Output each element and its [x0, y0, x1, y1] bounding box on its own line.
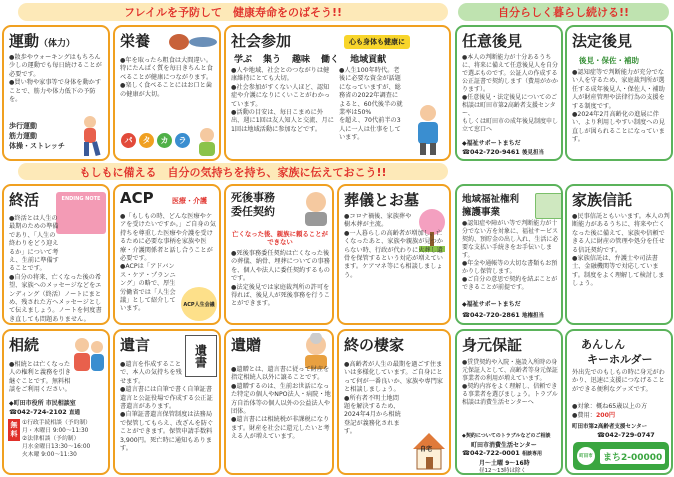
card-text: ●終活とは人生の最期のための準備であり、「人生の終わりをどう迎えるか」について考え、生前に準備することです。 ●自分の将来、亡くなった後の希望、家族へのメッセージなどをエンディング（終活）ノートにまとめ、残された方へメッセージとして伝えましょう。ノートを何度書き直しても問題ありません。 [9, 215, 102, 323]
card-text: ●賃貸契約や入院・施設入所時の身元保証人として、高齢者等身元保証事業者の利用が増えています。 ●契約内容をよく理解し、信頼できる事業者を選びましょう。トラブル相談は消費生活センターへ [462, 359, 558, 406]
card-text: ●散歩やウォーキングはもちろん少しの運動でも毎日続けることが必要です。 ●買い物や家事等で身体を動かすことで、筋力や体力低下の予防を。 [9, 54, 102, 104]
card-badge: 医療・介護 [172, 197, 207, 205]
center-hours-note: 昼12～13時は除く [479, 468, 526, 474]
card-text: ●コロナ禍後、家族葬や樹木葬が主流。 ●一人暮らしの高齢者が増加し、亡くなったあと、家族や親族が見つからない時、行政が代わりに火葬し遺骨を保管するという対応が増えています。ケアマネ等にも相談しましょう。 [344, 213, 443, 279]
card-text: ●認知症や障がい等で判断能力が十分でない方を対象に、福祉サービス契約、預貯金の出し入れ、生活に必要な支払い手続きをお手伝いします。 ●年金や通帳等の大切な書類もお預かりし保管します。 ●ご自分の意思で契約を結ぶことができることが前提です。 [462, 220, 559, 291]
card-text: ●民事信託ともいいます。本人の判断能力があるうちに、将来や亡くなった後に備えて、家族や信頼できる人に財産の管理や処分を任せる信託契約です。 ●家族信託は、弁護士や司法書士、金融機関等で対応しています。制度をよく理解して検討しましょう。 [572, 213, 670, 288]
card-title: 家族信託 [572, 191, 633, 209]
tag-ka: カ [157, 133, 172, 148]
card-text: 外出先でのもしもの時に身元がわかり、迅速に支援につなげることができる便利なグッズです。 [572, 369, 665, 393]
elderly-eating-icon [195, 127, 219, 157]
card-acp [113, 184, 221, 325]
top-right-banner: 自分らしく暮らし続ける!! [458, 3, 669, 21]
card-title: あんしん [581, 338, 625, 351]
phone-number: ☎042-724-2102 直通 [9, 408, 80, 416]
walking-person-icon [70, 115, 108, 159]
card-title: 任意後見 [462, 32, 523, 50]
phone-number: ☎042-720-9461 後見担当 [462, 148, 544, 156]
cost-line: ●費用：200円 [572, 412, 616, 419]
card-chiiki [455, 184, 563, 325]
card-title: 法定後見 [572, 32, 633, 50]
phone-number: ☎042-729-0747 [597, 431, 655, 439]
card-houtei [565, 25, 673, 161]
card-yuigon [113, 329, 221, 475]
support-label: ◆福祉サポートまちだ [462, 140, 521, 147]
ending-note-book: ENDING NOTE [56, 192, 106, 234]
card-title: 葬儀とお墓 [344, 191, 420, 209]
card-shibou [224, 184, 334, 325]
office-label: ◆町田市役所 市民相談室 [9, 400, 76, 407]
will-document-icon: 遺書 [185, 335, 217, 377]
card-title: 運動（体力） [9, 32, 76, 50]
card-souzoku [2, 329, 110, 475]
card-sougi [337, 184, 451, 325]
card-title: 地域福祉権利 [462, 194, 520, 205]
card-title: 終の棲家 [344, 336, 405, 354]
card-text: ●遺言を作成することで、本人の気持ちを残せます。 ●遺言書には自筆で書く自筆証書遺言と公証役場で作成する公正証書遺言があります。 ●自筆証書遺言保管制度は法務局で保管してもらえ、改ざんを防ぐことができます。保管申請手数料3,900円。死亡時に通知もあります。 [120, 361, 214, 453]
card-title: 身元保証 [462, 336, 523, 354]
tag-pa: パ [121, 133, 136, 148]
exercise-list: 歩行運動 筋力運動 体操・ストレッチ [9, 122, 65, 150]
card-title: 社会参加 [231, 32, 292, 50]
tag-ra: ラ [175, 133, 190, 148]
card-title: 遺言 [120, 336, 151, 354]
card-title-2: 擁護事業 [462, 207, 501, 218]
card-izou [224, 329, 334, 475]
activity-words: 学ぶ 集う 趣味 働く 地域貢献 [234, 55, 387, 65]
card-nini [455, 25, 563, 161]
top-left-banner: フレイルを予防して 健康寿命をのばそう!! [18, 3, 448, 21]
card-tsuinosumika [337, 329, 451, 475]
card-title: 相続 [9, 336, 40, 354]
card-text: ●年を取ったら粗食は大間違い。特にたんぱく質を毎日きちんと食べることが健康につながります。 ●楽しく食べることにはお口と歯の健康が大切。 [120, 57, 213, 98]
elderly-man-icon [300, 190, 332, 226]
card-text: ●本人の判断能力が十分あるうちに、将来に備えて任意後見人を自分で選ぶものです。公証人の作成する公正証書で契約します（費用がかかります）。 ●任意後見・法定後見についてのご相談は町田市第2高齢者支援センター、 もしくは町田市の成年後見制度申し立て窓口へ [462, 54, 559, 133]
card-title: 遺贈 [231, 336, 262, 354]
support-label: ◆福祉サポートまちだ [462, 301, 521, 308]
card-highlight: 亡くなった後、親族に頼ることができない [232, 230, 328, 246]
card-text: ●「もしもの時、どんな医療やケアを受けたいですか。」ご自身の気持ちを尊重した医療や介護を受けるために必要な事柄を家族や医療・介護関係者と話し合うことが必要です。 ●ACPは「アドバンス・ケア・プランニング」の略で、厚生労働省では「人生会議」として紹介しています。 [120, 213, 216, 313]
keyholder-tag [573, 442, 669, 470]
middle-banner: もしもに備える 自分の気持ちを持ち、家族に伝えておこう!! [18, 163, 448, 180]
document-icon [535, 193, 563, 219]
card-title: 栄養 [120, 32, 151, 50]
card-shuukatsu [2, 184, 110, 325]
trouble-label: ◆契約についてのトラブルなどのご相談 [462, 433, 551, 439]
tag-ta: タ [139, 133, 154, 148]
card-text: ●認知症等で判断能力が充分でない人を守るため、家庭裁判所が選任する成年後見人・保佐人・補助人が財産管理や法律行為の支援をする制度です。 ●2024年2月高齢化の進展に伴い、より利用しやすい制度への見直しが図られることになっています。 [572, 69, 665, 144]
center-hours: 月～土曜 9～16時 [479, 460, 530, 467]
health-badge: 心も身体も健康に [344, 35, 410, 49]
meat-fish-icon [167, 30, 219, 54]
card-undou [2, 25, 110, 161]
card-text-left: ●人や地域、社会とのつながりは健康維持にとても大切。 ●社会参加がすくない人ほど、認知症や介護になりにくいことがわかっています。 ●活動の目安は、毎日こまめに外出、週に1回は友人知人と交流、月に1回は地域活動に参加などです。 [231, 67, 334, 133]
acp-book-icon: ACP人生会議 [181, 287, 217, 321]
card-anshin [565, 329, 673, 475]
consult-hours: ①行政手続相談（予約制） 月・木曜日 9:00～11:30 ②法律相談（予約制） 月水金曜日13:30～16:00 火木曜 9:00～11:30 [22, 420, 91, 458]
house-label: 自宅 [420, 446, 433, 453]
city-logo-icon: 町田市 [577, 447, 595, 465]
card-eiyou [113, 25, 221, 161]
center-name: 町田市消費生活センター [471, 442, 537, 449]
keyholder-number: まち2-00000 [600, 449, 665, 464]
card-text-right: ●人生100年時代。老後に必要な資金が話題になっていますが、総務省の2022年調査によると、60代後半の就業率は50% を超え、70代前半の3人に一人は仕事をしています。 [339, 67, 403, 142]
card-title: 死後事務 [231, 191, 275, 204]
card-subtitle: 後見・保佐・補助 [579, 56, 639, 65]
free-badge: 無料 [8, 419, 20, 441]
card-text: ●高齢者が人生の最期を過ごす住まいは多様化しています。ご自身にとって何が一番良いか、家族や専門家と相談しましょう。 ●所有者不明土地問題を解決するため、2024年4月から相続登記が義務化されます。 [344, 361, 443, 436]
card-title-2: キーホルダー [587, 353, 653, 366]
card-title: ACP [120, 189, 154, 207]
center-name: 町田市第2高齢者支援センター [572, 424, 648, 430]
card-text: ●遺贈とは、遺言書に従って財産を指定相続人以外に譲ることです。 ●遺贈するのは、生前お世話になった特定の個人やNPO法人・病院・地方自治体等の個人以外の公益法人や団体。 ●遺言書には相続税が非課税になります。財産を社会に還元したいと考える人が増えています。 [231, 366, 331, 441]
card-kazoku [565, 184, 673, 325]
phone-number: ☎042-722-0001 相談専用 [462, 449, 542, 457]
card-title: 終活 [9, 191, 40, 209]
pataka-tags [121, 133, 190, 148]
card-text: ●死後事務委任契約は亡くなった後の葬儀、納骨、埋葬についての事務を、個人や法人に委任契約するものです。 ●法定後見では家庭裁判所の許可を得れば、後見人が死後事務を行うことができます。 [231, 250, 330, 308]
card-text: ●相続とは亡くなった人の権利と義務を引き継ぐことです。無料相談をご利用ください。 [9, 361, 71, 394]
elderly-woman-icon [300, 333, 332, 369]
card-shakai [224, 25, 451, 161]
phone-number: ☎042-720-2861 地権担当 [462, 311, 544, 319]
card-mimoto [455, 329, 563, 475]
card-title-2: 委任契約 [231, 205, 275, 218]
target-line: ●対象：概ね65歳以上の方 [572, 403, 648, 410]
worker-person-icon [410, 103, 446, 157]
